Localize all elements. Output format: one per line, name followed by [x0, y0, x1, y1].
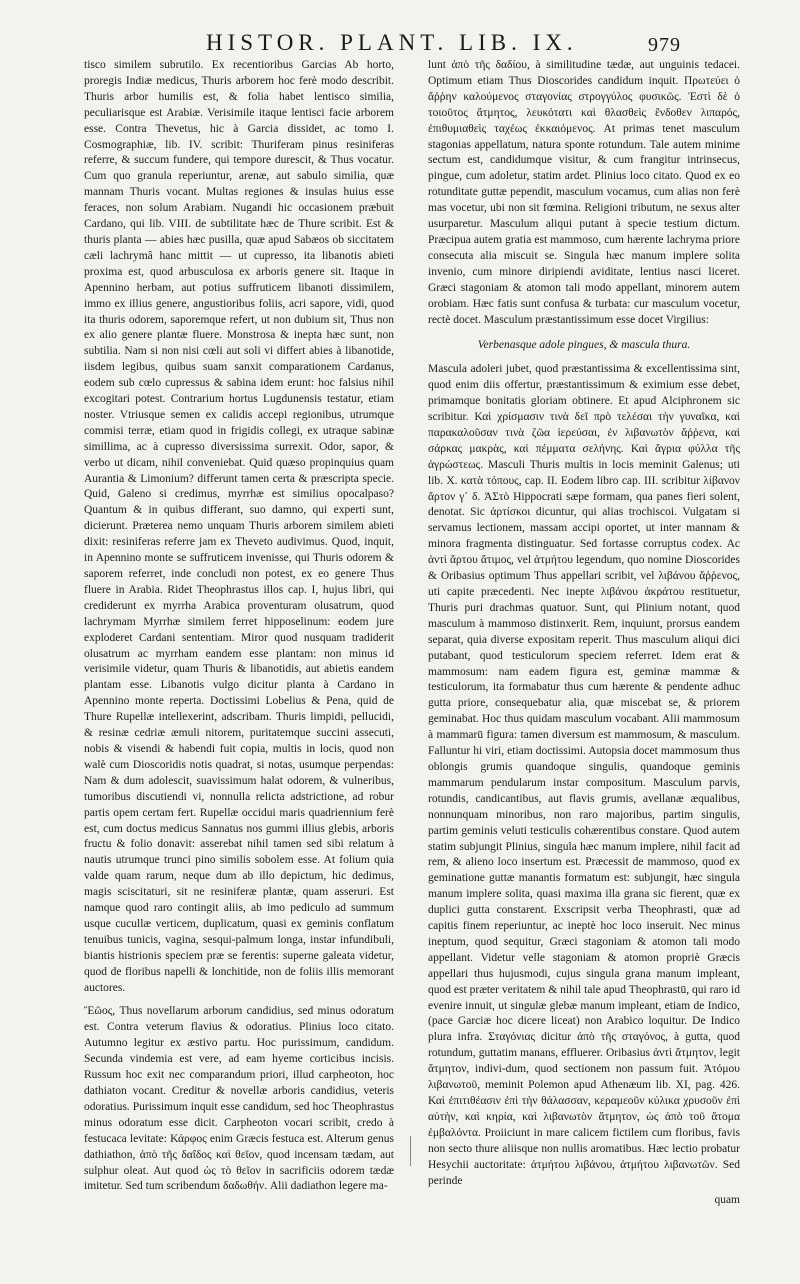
- virgil-verse: Verbenasque adole pingues, & mascula thura.: [477, 339, 691, 352]
- left-paragraph-2: Ἔῶος, Thus novellarum arborum candidius, sed minus odoratum est. Contra veterum flavius & odoratius. Plinius loco citato. Autumno legitur ex æstivo partu. Hoc purissimum, candidum. Secunda vindemia est vere, ad eam hyeme corticibus incisis. Russum hoc exit nec comparandum priori, illud carpheoton, hoc dathiaton vocant. Creditur & novellæ arboris candidius, veteris odoratius. Purissimum inquit esse candidum, sed hoc Theophrastus minus odoratum esse dicit. Carpheoton vocari scribit, credo à festucaca levitate: Κάρφος enim Græcis festuca est. Alterum genus dathiathon, ἀπὸ τῆς δαΐδος καὶ θεῖον, quod incensam tædam, aut sulphur oleat. Aut quod ὡς τὸ θεῖον in sacrificiis odorem tædæ imitetur. Sed tum scribendum δαδωθήν. Alii dadiathon legere ma-: [84, 1005, 394, 1193]
- right-column: [428, 58, 740, 1213]
- running-head: HISTOR. PLANT. LIB. IX.: [206, 30, 578, 55]
- gutter-mark: [410, 1136, 423, 1166]
- catchword: quam: [714, 1194, 740, 1207]
- right-paragraph-1: lunt ἀπὸ τῆς δαδίου, à similitudine tædæ, aut unguinis tedacei. Optimum etiam Thus Dioscorides candidum inquit. Πρωτεύει ὁ ἄῤῥην καλούμενος σταγονίας στρογγύλος φυσικῶς. Ἐστὶ δὲ ὁ τοιοῦτος ἄτμητος, λευκότατι καὶ θλασθεὶς ἔνδοθεν λιπαρός, ἐπιθυμιαθεὶς ταχέως ἐκκαιόμενος. At primas tenet masculum stagonias appellatum, natura sponte rotundum. Tale autem minime sectum est, candidumque visitur, & cum frangitur intrinsecus, pingue, cum adoletur, statim ardet. Plinius loco citato. Quod ex eo rotunditate guttæ pependit, masculum vocamus, cum alias non ferè mas vocetur, ubi non sit fœmina. Religioni tributum, ne sexus alter usurparetur. Masculum aliqui putant à specie testium dictum. Præcipua autem gratia est mammoso, cum hærente lachryma priore consecuta alia miscuit se. Singula hæc manum implere solita invenio, cum minore diripiendi aviditate, lentius nasci liceret. Græci stagoniam & atomon tali modo appellant, minorem autem orobiam. Hæc fatis sunt confusa & turbata: cur masculum vocetur, rectè docet. Masculum præstantissimum esse docet Virgilius:: [428, 59, 740, 326]
- right-paragraph-2: Mascula adoleri jubet, quod præstantissima & excellentissima sint, quod enim diis offertur, præstantissimum & eximium esse debet, primamque bonitatis gloriam obtinere. Et apud Alciphronem sic scribitur. Καὶ χρίσμασιν τινὰ δεῖ πρὸ τελέσαι τὴν γυναῖκα, καὶ παρακαλοῦσαν τινὰ ζῶα ἱερεύσαι, ἐν λιβανωτὸν ἄῤῥενα, καὶ σάρκας μακρὰς, καὶ πέμματα σελήνης. Καὶ ἄγρια φύλλα τῆς ἀγρώστεως. Masculi Thuris multis in locis meminit Galenus; uti lib. X. κατὰ τόπους, cap. II. Eodem libro cap. III. scribitur λίβανον ἄρτον γ᾽ δ. ἈΣτὸ Hippocrati sæpe formam, qua panes fieri solent, denotat. Sic ἀρτίσκοι dicuntur, qui alias trochiscoi. Vulgatam si servamus lectionem, massam accipi oportet, ut inter mannam & minora fragmenta distinguatur. Sed fortasse corruptus codex. Ac ἀντὶ ἄρτου ἄτιμος, vel ἀτμήτου legendum, quo nomine Dioscorides & Oribasius optimum Thus appellari scribit, vel λιβάνου ἄῤῥενος, uti capite præcedenti. Nec inepte λιβάνου ἀκράτου restituetur, Thuris puri drachmas quatuor. Sunt, qui Plinium notant, quod masculum à mammoso distinxerit. Rem, inquiunt, prorsus eandem separat, quia diverse expositam reperit. Thus masculum aliqui dici putabant, quod testiculorum speciem referret. Idem erat & mammosum: nam eadem figura est, geminæ mammæ & testiculorum, ita formabatur thus cum hærente & pendente adhuc gutta priore, consequebatur alia, quæ miscebat se, & priorem geminabat. Hoc thus quidam masculum vocabant. Alii mammosum à mammarū figura: tamen diversum est mammosum, & masculum. Falluntur hi viri, etiam doctissimi. Autopsia docet mammosum thus oblongis grumis quandoque singulis, quandoque geminis mammarum pendularum instar compositum. Masculum parvis, rotundis, candicantibus, aut flavis grumis, avellanæ æqualibus, nonnunquam minoribus, non raro majoribus, partim singulis, partim geminis veluti testiculis cohærentibus constare. Quod autem statim subjungit Plinius, singula hæc manum implere, nihil facit ad rem, & alieno loco insertum est. Præcessit de mammoso, quod ex geminatione guttæ manantis formatum est: subjungit, hæc singula manum implere solita, quasi maxima illa grana sic fierent, quæ ex duplici gutta constarent. Exscripsit verba Theophrasti, quæ ad capitis finem reperiuntur, ac ineptè hoc loco inseruit. Nec minus ineptum, quod sequitur, Græci stagoniam & atomon tali modo appellant. Videtur velle stagoniam & atomon propriè Græcis appellari thus hujusmodi, cujus singula grana manum impleant, quod est præter veritatem & nihil tale apud Theophrastū, qui raro id evenire innuit, ut singulæ glebæ manum impleant, etiam de Indico, (pace Garciæ hoc dicere liceat) non Arabico loquitur. De Indico plura infra. Σταγόνιας dicitur ἀπὸ τῆς σταγόνος, à gutta, quod rotundum, guttatim manans, effluerer. Oribasius ἀντὶ ἄτμητον, legit ἄτμητον, indivi-dum, quod sectionem non passum fuit. Ἀτόμου λιβανωτοῦ, meminit Polemon apud Athenæum lib. XI, pag. 426. Καὶ ἐπιτιθέασιν ἐπὶ τὴν θάλασσαν, κεραμεοῦν κύλικα χρυσοῦν ἐπὶ αὐτὴν, καὶ κηρία, καὶ λιβανωτὸν ἄτμητον, ὡς ἀπὸ τοῦ ἄτομα ἐμβαλόντα. Proiiciunt in mare calicem fictilem cum floribus, favis non secto thure aliisque non nullis aromatibus. Hæc lectio probatur Hesychii auctoritate: ἀτμήτου λιβάνου, ἀτμήτου λιβανωτῶν. Sed perinde: [428, 363, 740, 1187]
- left-paragraph-1: tisco similem subrutilo. Ex recentioribus Garcias Ab horto, proregis Indiæ medicus, Thuris arborem hoc ferè modo describit. Thuris arbor humilis est, & folia habet lentisco similia, peculiarisque est Arabiæ. Verisimile itaque lentisci facie arborem esse. Contra Thevetus, hic à Garcia dissidet, ac tomo I. Cosmographiæ, lib. IV. scribit: Thuriferam pinus resiniferas referre, & succum fundere, qui tempore durescit, & Thus vocatur. Cum quo granula reperiuntur, arenæ, aut sabulo similia, quæ mannam Thuris vocant. Multas regiones & insulas huius esse feraces, non solum Arabiam. Nugandi hic occasionem præbuit Cardano, qui lib. VIII. de subtilitate hæc de Thure scribit. Est & thuris planta — abies hæc pusilla, quæ apud Sabæos ob siccitatem cæli lachrymâ hanc mittit — ut cupresso, ita libanotis abieti proxima est, quod arbusculosa ex arboris genere sit. Itaque in Apennino herbam, aut potius suffruticem libanoti dissimilem, immo ex illius genere, angustioribus foliis, acri sapore, vidi, quod ita thuris odorem, saporemque refert, ut non dubium sit, Thus non ex alio genere plantæ fluere. Monstrosa & inepta hæc sunt, non subtilia. Nam si non nisi cœli aut soli vi differt abies à libanotide, iisdem legibus, quibus suam sanxit comparationem Cardanus, eodem sub cœlo cupressus & sabina idem erunt: hoc falsius nihil excogitari potest. Contrarium hortus Lugdunensis testatur, etiam noster. Vtriusque semen ex calidis accepi regionibus, utrumque commisi terræ, etiam quod in frigidis collegi, ex utraque sabinæ simillima, ac à cupresso diversissima surrexit. Odor, sapor, & verbo ut dicam, nihil conveniebat. Quid quæso propinquius quam Aurantia & Limonium? differunt tamen certa & præscripta specie. Quid, Galeno si credimus, myrrhæ est similius opocalpaso? Quantum & in quibus differant, suo damno, qui experti sunt, dicierunt. Præterea nemo unquam Thuris arborem similem abieti dixit: resiniferas referre jam ex Theveto audivimus. Quod, inquit, in Apennino monte se suffruticem invenisse, qui Thuris odorem & saporem referret, inde concludi non potest, ex eo genere Thus fluere in Arabia. Ridet Theophrastus illos cap. I, hujus libri, qui crediderunt ex myrrha Arabica proventuram olusatrum, quod lachrymam Myrrhæ similem ferret hipposelinum: eodem jure exploderet Cardani sententiam. Miror quod nusquam tradiderit olusatrum ac myrrham eandem esse plantam: non minus id verisimile videtur, quam Thuris & libanotidis, aut abietis eandem plantam esse. Libanotis vulgo dicitur planta à Cardano in Apennino monte reperta. Doctissimi Lobelius & Pena, quid de Thure Rupellæ intellexerint, adscribam. Thuris limpidi, pellucidi, & resinæ cedriæ æmuli nitorem, puritatemque succini assecuti, nobis & visendi & habendi fuit copia, multis in locis, quod non walè cum Dioscoridis notis quadrat, si notas, usumque perpendas: Nam & dum adolescit, suavissimum halat odorem, & vulneribus, tumoribus discutiendi vi, nonnulla relicta adstrictione, ad robur partis opem certam fert. Rupellæ occidui maris quadriennium ferè est, cum doctus medicus Sannatus nos gummi illius glebis, arboris fructu & folio donavit: asserebat nihil tamen sed sibi relatum à nautis utrumque trunci pino similis sobolem esse. At folium quia valde quam rarum, neque dum ab illo depictum, hic dedimus, magis sciscitaturi, sit ne resiniferæ plantæ, quam asseruri. Est namque quod raro contingit aliis, ab imo pediculo ad summum usque cucullæ verticem, duplicatum, quasi ex geminis conflatum tenuibus tunicis, vagina, sesqui-palmum longa, instar infundibuli, biantis histrionis speciem præ se ferentis: superne galeata videtur, quod de floribus napelli & lonchitide, non de foliis illis memorant auctores.: [84, 59, 394, 994]
- page-header: [0, 26, 800, 62]
- page-number: 979: [648, 34, 681, 56]
- left-column: [84, 58, 394, 1199]
